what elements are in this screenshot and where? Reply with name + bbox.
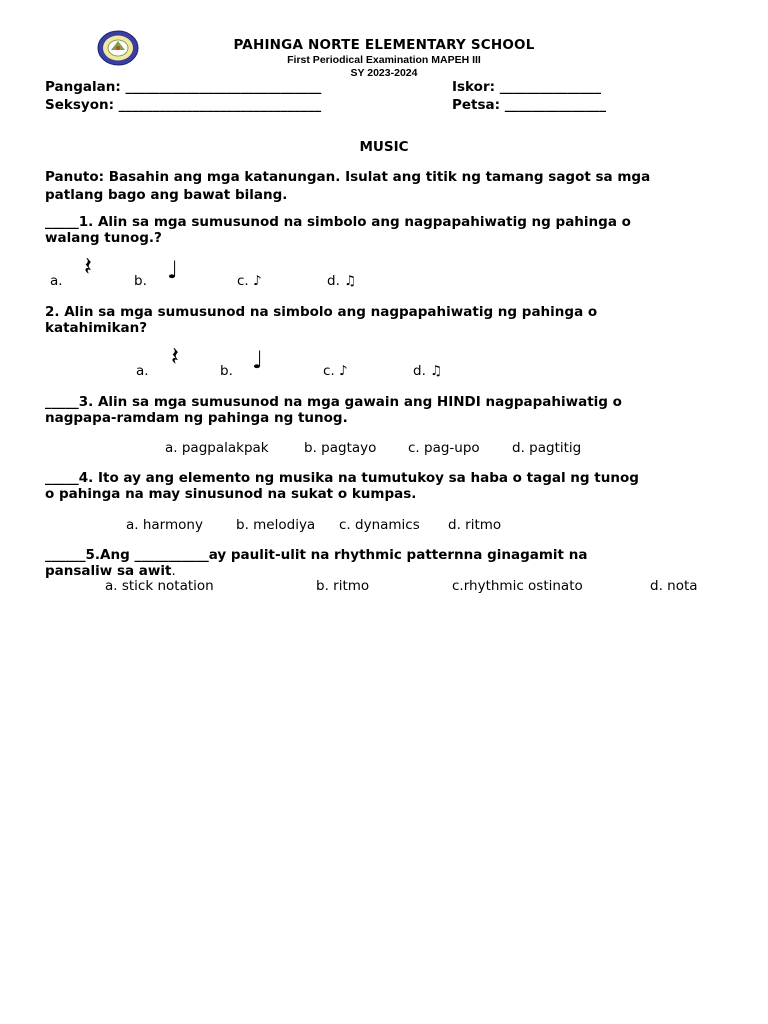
q3-option-c: c. pag-upo: [408, 440, 480, 456]
school-name: PAHINGA NORTE ELEMENTARY SCHOOL: [233, 37, 535, 53]
q1-option-a: a.: [50, 273, 63, 289]
q4-option-a: a. harmony: [126, 517, 203, 533]
q3-option-d: d. pagtitig: [512, 440, 582, 456]
q2-option-a: a.: [136, 363, 149, 379]
q2-option-d: d. ♫: [413, 363, 443, 379]
q2-option-c: c. ♪: [323, 363, 348, 379]
petsa-field: Petsa: _______________: [452, 97, 606, 113]
exam-title: First Periodical Examination MAPEH III: [287, 54, 481, 66]
question-4: _____4. Ito ay ang elemento ng musika na tumutukoy sa haba o tagal ng tunog o pahinga na may sinusunod na sukat o kumpas.: [45, 470, 639, 502]
q4-option-b: b. melodiya: [236, 517, 316, 533]
school-year: SY 2023-2024: [350, 67, 418, 79]
q5-option-b: b. ritmo: [316, 578, 370, 594]
quarter-note-icon: ♩: [252, 346, 264, 374]
q1-option-b: b.: [134, 273, 147, 289]
q5-option-a: a. stick notation: [105, 578, 214, 594]
q4-option-c: c. dynamics: [339, 517, 420, 533]
q4-option-d: d. ritmo: [448, 517, 502, 533]
instructions: Panuto: Basahin ang mga katanungan. Isulat ang titik ng tamang sagot sa mga patlang bago ang bawat bilang.: [45, 169, 651, 203]
question-5: ______5.Ang ___________ay paulit-ulit na rhythmic patternna ginagamit na pansaliw sa awit.: [45, 547, 588, 579]
iskor-field: Iskor: _______________: [452, 79, 601, 95]
q3-option-a: a. pagpalakpak: [165, 440, 269, 456]
q1-option-d: d. ♫: [327, 273, 357, 289]
subject-heading: MUSIC: [359, 139, 409, 155]
q5-option-c: c.rhythmic ostinato: [452, 578, 583, 594]
pangalan-field: Pangalan: _____________________________: [45, 79, 322, 95]
q5-option-d: d. nota: [650, 578, 698, 594]
seksyon-field: Seksyon: ______________________________: [45, 97, 322, 113]
quarter-note-icon: ♩: [167, 256, 179, 284]
q3-option-b: b. pagtayo: [304, 440, 377, 456]
question-2: 2. Alin sa mga sumusunod na simbolo ang nagpapahiwatig ng pahinga o katahimikan?: [45, 304, 598, 336]
question-3: _____3. Alin sa mga sumusunod na mga gawain ang HINDI nagpapahiwatig o nagpapa-ramdam ng pahinga ng tunog.: [45, 394, 622, 426]
question-1: _____1. Alin sa mga sumusunod na simbolo ang nagpapahiwatig ng pahinga o walang tunog.?: [45, 214, 631, 246]
quarter-rest-icon: 𝄽: [84, 252, 92, 282]
q1-option-c: c. ♪: [237, 273, 262, 289]
q2-option-b: b.: [220, 363, 233, 379]
quarter-rest-icon: 𝄽: [171, 342, 179, 372]
